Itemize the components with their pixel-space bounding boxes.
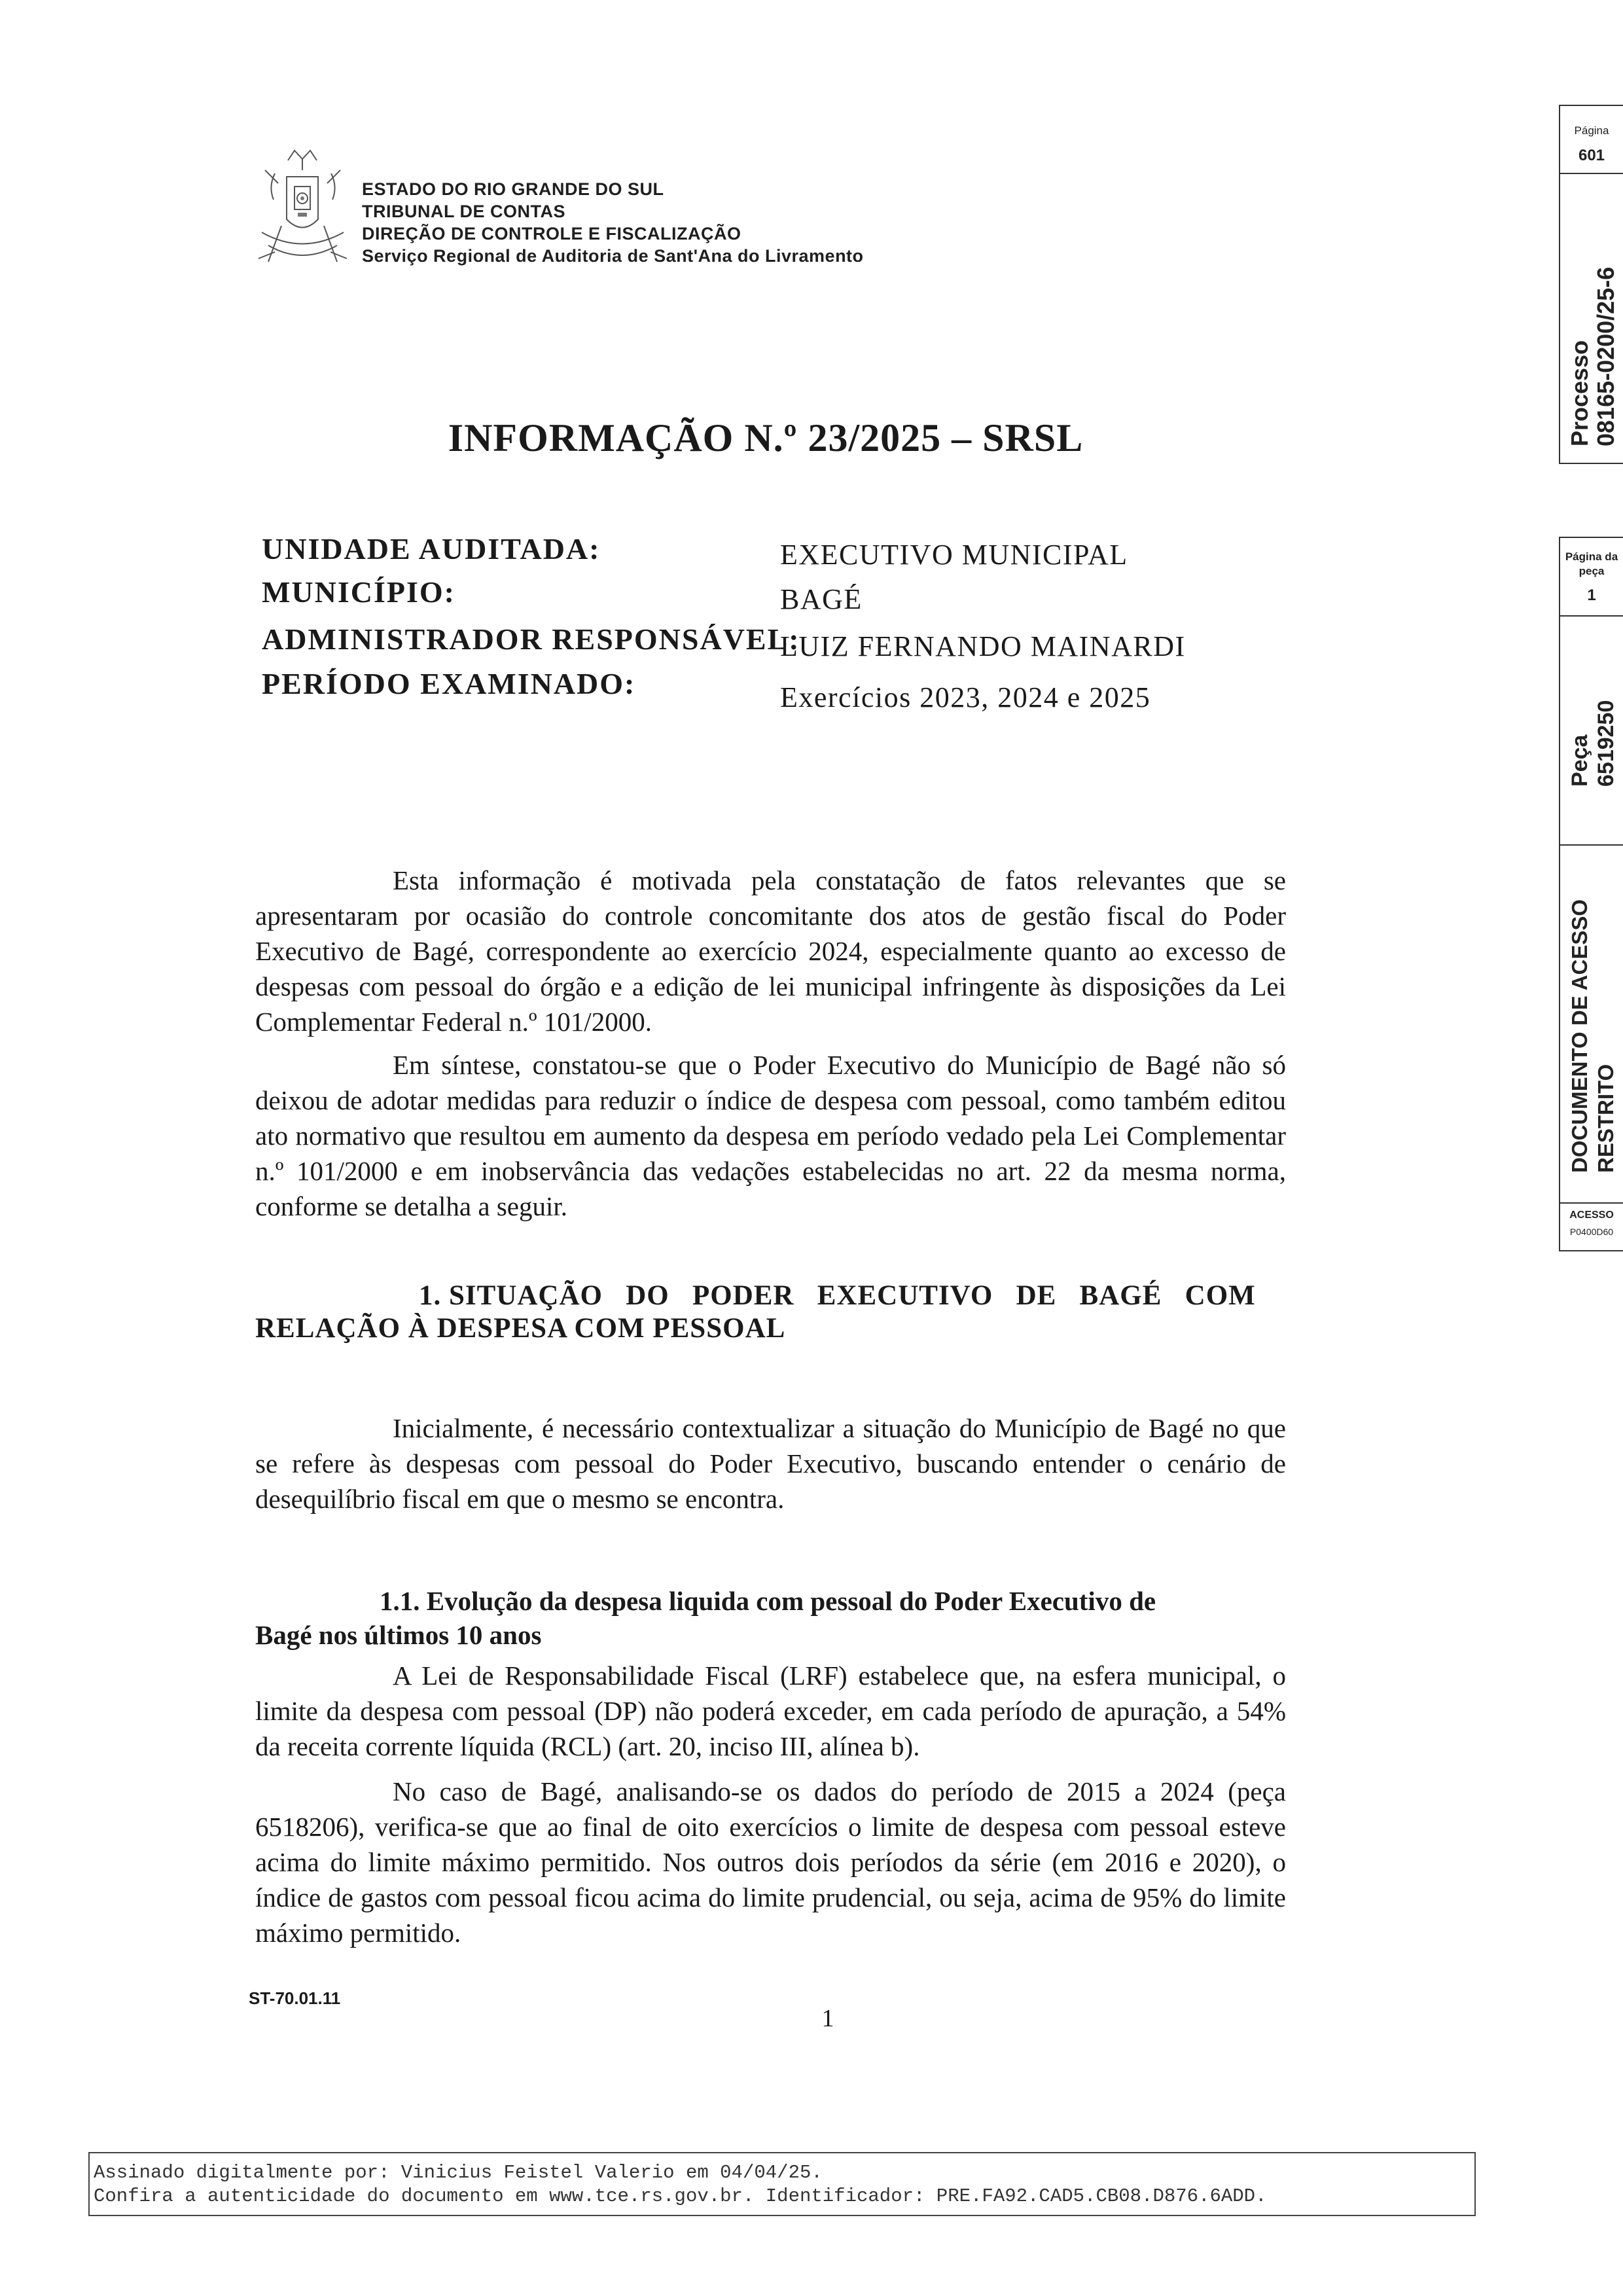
- institution-header: [362, 178, 864, 267]
- access-label: ACESSO: [1569, 1210, 1614, 1221]
- info-value-municipality: BAGÉ: [780, 583, 863, 615]
- restricted-line2: RESTRITO: [1594, 1064, 1618, 1173]
- subsection-1-1-title-line2: Bagé nos últimos 10 anos: [255, 1620, 542, 1650]
- paragraph-5-text: No caso de Bagé, analisando-se os dados do período de 2015 a 2024 (peça 6518206), verifica-se que ao final de oito exercícios o limite de despesa com pessoal esteve acima do limite máximo permitido. Nos outros dois períodos da série (em 2016 e 2020), o índice de gastos com pessoal ficou acima do limite prudencial, ou seja, acima de 95% do limite máximo permitido.: [255, 1776, 1286, 1948]
- subsection-1-1-heading: [255, 1584, 1286, 1652]
- section-1-title-line1: SITUAÇÃO DO PODER EXECUTIVO DE BAGÉ COM: [449, 1280, 1256, 1311]
- section-1-title-line2: RELAÇÃO À DESPESA COM PESSOAL: [255, 1313, 786, 1344]
- restricted-line1: DOCUMENTO DE ACESSO: [1567, 899, 1592, 1173]
- piece-label: Peça: [1567, 734, 1592, 787]
- process-stamp: [1559, 105, 1623, 464]
- info-value-period: Exercícios 2023, 2024 e 2025: [780, 681, 1151, 713]
- paragraph-4: [255, 1658, 1286, 1764]
- piece-value: 6519250: [1594, 700, 1618, 787]
- paragraph-1: [255, 863, 1286, 1039]
- subsection-1-1-title-line1: 1.1. Evolução da despesa liquida com pessoal do Poder Executivo de: [380, 1586, 1156, 1616]
- info-value-unit: EXECUTIVO MUNICIPAL: [780, 539, 1128, 571]
- paragraph-4-text: A Lei de Responsabilidade Fiscal (LRF) estabelece que, na esfera municipal, o limite da despesa com pessoal (DP) não poderá exceder, em cada período de apuração, a 54% da receita corrente líquida (RCL) (art. 20, inciso III, alínea b).: [255, 1660, 1286, 1761]
- piece-page-value: 1: [1587, 586, 1596, 604]
- info-label-municipality: MUNICÍPIO:: [262, 575, 455, 609]
- access-code: P0400D60: [1569, 1227, 1614, 1237]
- form-code: ST-70.01.11: [249, 1988, 341, 2008]
- coat-of-arms-icon: [249, 147, 357, 278]
- page-label: Página: [1574, 124, 1609, 137]
- info-label-administrator: ADMINISTRADOR RESPONSÁVEL:: [262, 622, 800, 656]
- process-rotated: [1567, 267, 1619, 446]
- piece-rotated: [1567, 700, 1619, 787]
- page-number: 1: [821, 2005, 834, 2032]
- paragraph-3-text: Inicialmente, é necessário contextualizar a situação do Município de Bagé no que se refere às despesas com pessoal do Poder Executivo, buscando entender o cenário de desequilíbrio fiscal em que o mesmo se encontra.: [255, 1413, 1286, 1514]
- process-value: 08165-0200/25-6: [1592, 266, 1619, 446]
- page-value: 601: [1578, 147, 1605, 164]
- info-label-period: PERÍODO EXAMINADO:: [262, 667, 636, 700]
- piece-page-label: Página da peça: [1565, 550, 1618, 577]
- paragraph-2-text: Em síntese, constatou-se que o Poder Executivo do Município de Bagé não só deixou de adotar medidas para reduzir o índice de despesa com pessoal, como também editou ato normativo que resultou em aumento da despesa em período vedado pela Lei Complementar n.º 101/2000 e em inobservância das vedações estabelecidas no art. 22 da mesma norma, conforme se detalha a seguir.: [255, 1050, 1286, 1221]
- header-directorate: DIREÇÃO DE CONTROLE E FISCALIZAÇÃO: [362, 224, 741, 243]
- signature-line2: Confira a autenticidade do documento em www.tce.rs.gov.br. Identificador: PRE.FA92.CAD5.CB08.D876.6ADD.: [94, 2185, 1267, 2207]
- access-restricted-rotated: [1567, 899, 1619, 1173]
- info-label-unit: UNIDADE AUDITADA:: [262, 532, 601, 565]
- section-1-number: 1.: [419, 1280, 442, 1311]
- info-value-administrator: LUIZ FERNANDO MAINARDI: [780, 630, 1186, 662]
- document-title: INFORMAÇÃO N.º 23/2025 – SRSL: [448, 416, 1084, 459]
- digital-signature-box: [88, 2152, 1476, 2216]
- header-state: ESTADO DO RIO GRANDE DO SUL: [362, 179, 664, 199]
- paragraph-2: [255, 1047, 1286, 1224]
- paragraph-5: [255, 1774, 1286, 1950]
- signature-line1: Assinado digitalmente por: Vinicius Feistel Valerio em 04/04/25.: [94, 2162, 823, 2183]
- section-1-heading: [255, 1280, 1286, 1345]
- header-service: Serviço Regional de Auditoria de Sant'Ana do Livramento: [362, 246, 864, 266]
- paragraph-3: [255, 1410, 1286, 1516]
- process-label: Processo: [1566, 340, 1593, 446]
- header-court: TRIBUNAL DE CONTAS: [362, 202, 565, 221]
- piece-stamp: [1559, 537, 1623, 1251]
- paragraph-1-text: Esta informação é motivada pela constatação de fatos relevantes que se apresentaram por ocasião do controle concomitante dos atos de gestão fiscal do Poder Executivo de Bagé, correspondente ao exercício 2024, especialmente quanto ao excesso de despesas com pessoal do órgão e a edição de lei municipal infringente às disposições da Lei Complementar Federal n.º 101/2000.: [255, 865, 1286, 1037]
